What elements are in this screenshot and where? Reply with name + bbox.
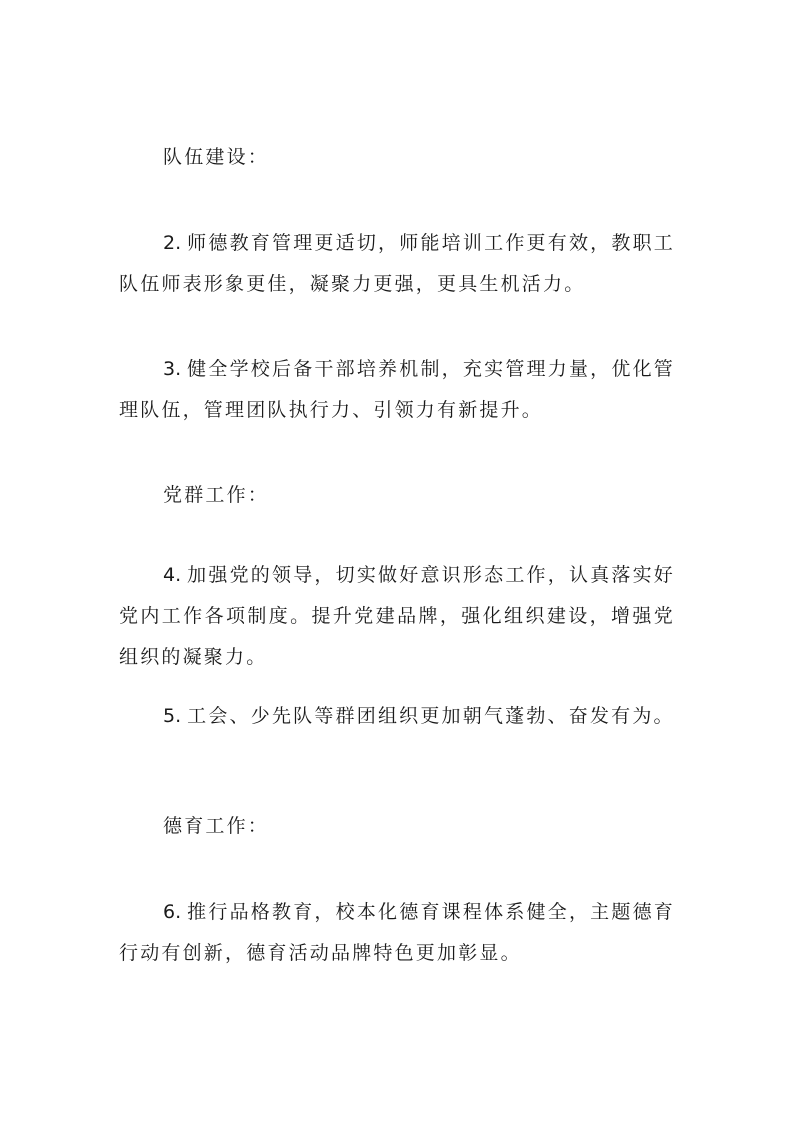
section-heading-moral: 德育工作： [163,815,270,837]
item-text: 推行品格教育，校本化德育课程体系健全，主题德育行动有创新，德育活动品牌特色更加彰显。 [119,901,675,964]
list-item-2 [119,223,675,305]
item-text: 工会、少先队等群团组织更加朝气蓬勃、奋发有为。 [187,705,675,727]
item-text: 师德教育管理更适切，师能培训工作更有效，教职工队伍师表形象更佳，凝聚力更强，更具生机活力。 [119,232,675,295]
list-item-5 [119,696,675,737]
item-number: 3. [163,358,182,380]
item-text: 加强党的领导，切实做好意识形态工作，认真落实好党内工作各项制度。提升党建品牌，强化组织建设，增强党组织的凝聚力。 [119,564,675,668]
item-number: 2. [163,232,182,254]
item-number: 6. [163,901,182,923]
section-heading-party: 党群工作： [163,484,270,506]
list-item-6 [119,892,675,974]
item-number: 4. [163,564,182,586]
item-text: 健全学校后备干部培养机制，充实管理力量，优化管理队伍，管理团队执行力、引领力有新提升。 [119,358,675,421]
section-heading-team: 队伍建设： [163,146,270,168]
list-item-3 [119,349,675,431]
item-number: 5. [163,705,182,727]
list-item-4 [119,555,675,678]
